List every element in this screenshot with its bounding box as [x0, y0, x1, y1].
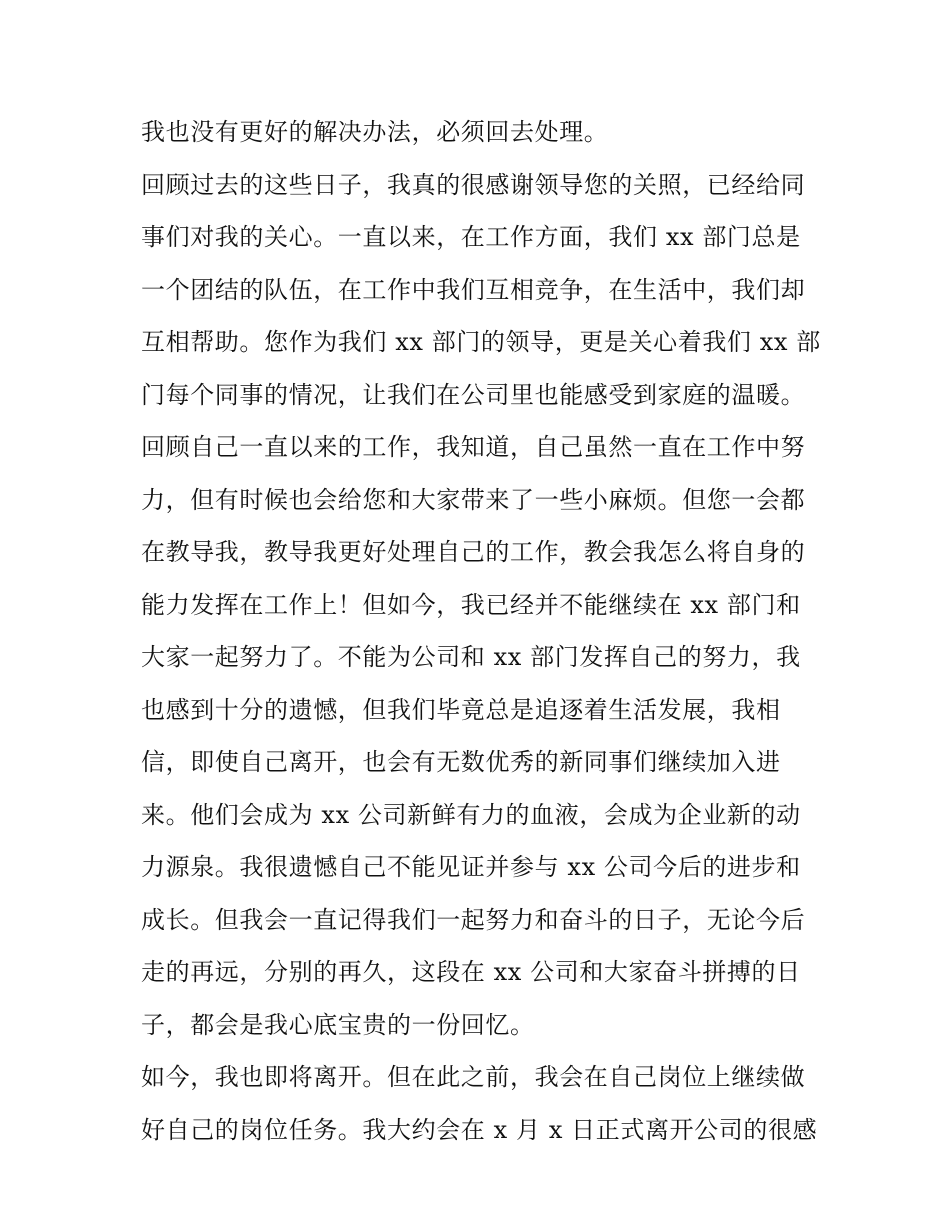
body-text	[141, 106, 821, 1156]
text-line: 回顾自己一直以来的工作，我知道，自己虽然一直在工作中努	[141, 433, 806, 461]
text-line: 力，但有时候也会给您和大家带来了一些小麻烦。但您一会都	[141, 485, 806, 514]
text-line: 信，即使自己离开，也会有无数优秀的新同事们继续加入进	[141, 748, 781, 776]
text-line: 一个团结的队伍，在工作中我们互相竞争，在生活中，我们却	[141, 275, 806, 304]
text-line: 回顾过去的这些日子，我真的很感谢领导您的关照，已经给同	[141, 170, 806, 199]
text-line: 成长。但我会一直记得我们一起努力和奋斗的日子，无论今后	[141, 905, 806, 934]
text-line: 能力发挥在工作上！但如今，我已经并不能继续在 xx 部门和	[141, 590, 801, 619]
text-line: 如今，我也即将离开。但在此之前，我会在自己岗位上继续做	[141, 1063, 806, 1091]
text-line: 也感到十分的遗憾，但我们毕竟总是追逐着生活发展，我相	[141, 695, 781, 724]
text-line: 事们对我的关心。一直以来，在工作方面，我们 xx 部门总是	[141, 223, 801, 251]
text-line: 子，都会是我心底宝贵的一份回忆。	[141, 1010, 535, 1039]
text-line: 在教导我，教导我更好处理自己的工作，教会我怎么将自身的	[141, 538, 806, 566]
text-line: 互相帮助。您作为我们 xx 部门的领导，更是关心着我们 xx 部	[141, 328, 821, 356]
text-line: 好自己的岗位任务。我大约会在 x 月 x 日正式离开公司的很感	[141, 1115, 818, 1144]
text-line: 力源泉。我很遗憾自己不能见证并参与 xx 公司今后的进步和	[141, 853, 801, 881]
text-line: 走的再远，分别的再久，这段在 xx 公司和大家奋斗拼搏的日	[141, 958, 801, 986]
text-line: 我也没有更好的解决办法，必须回去处理。	[141, 118, 609, 146]
text-line: 门每个同事的情况，让我们在公司里也能感受到家庭的温暖。	[141, 380, 806, 409]
text-line: 来。他们会成为 xx 公司新鲜有力的血液，会成为企业新的动	[141, 800, 801, 829]
text-line: 大家一起努力了。不能为公司和 xx 部门发挥自己的努力，我	[141, 643, 801, 671]
